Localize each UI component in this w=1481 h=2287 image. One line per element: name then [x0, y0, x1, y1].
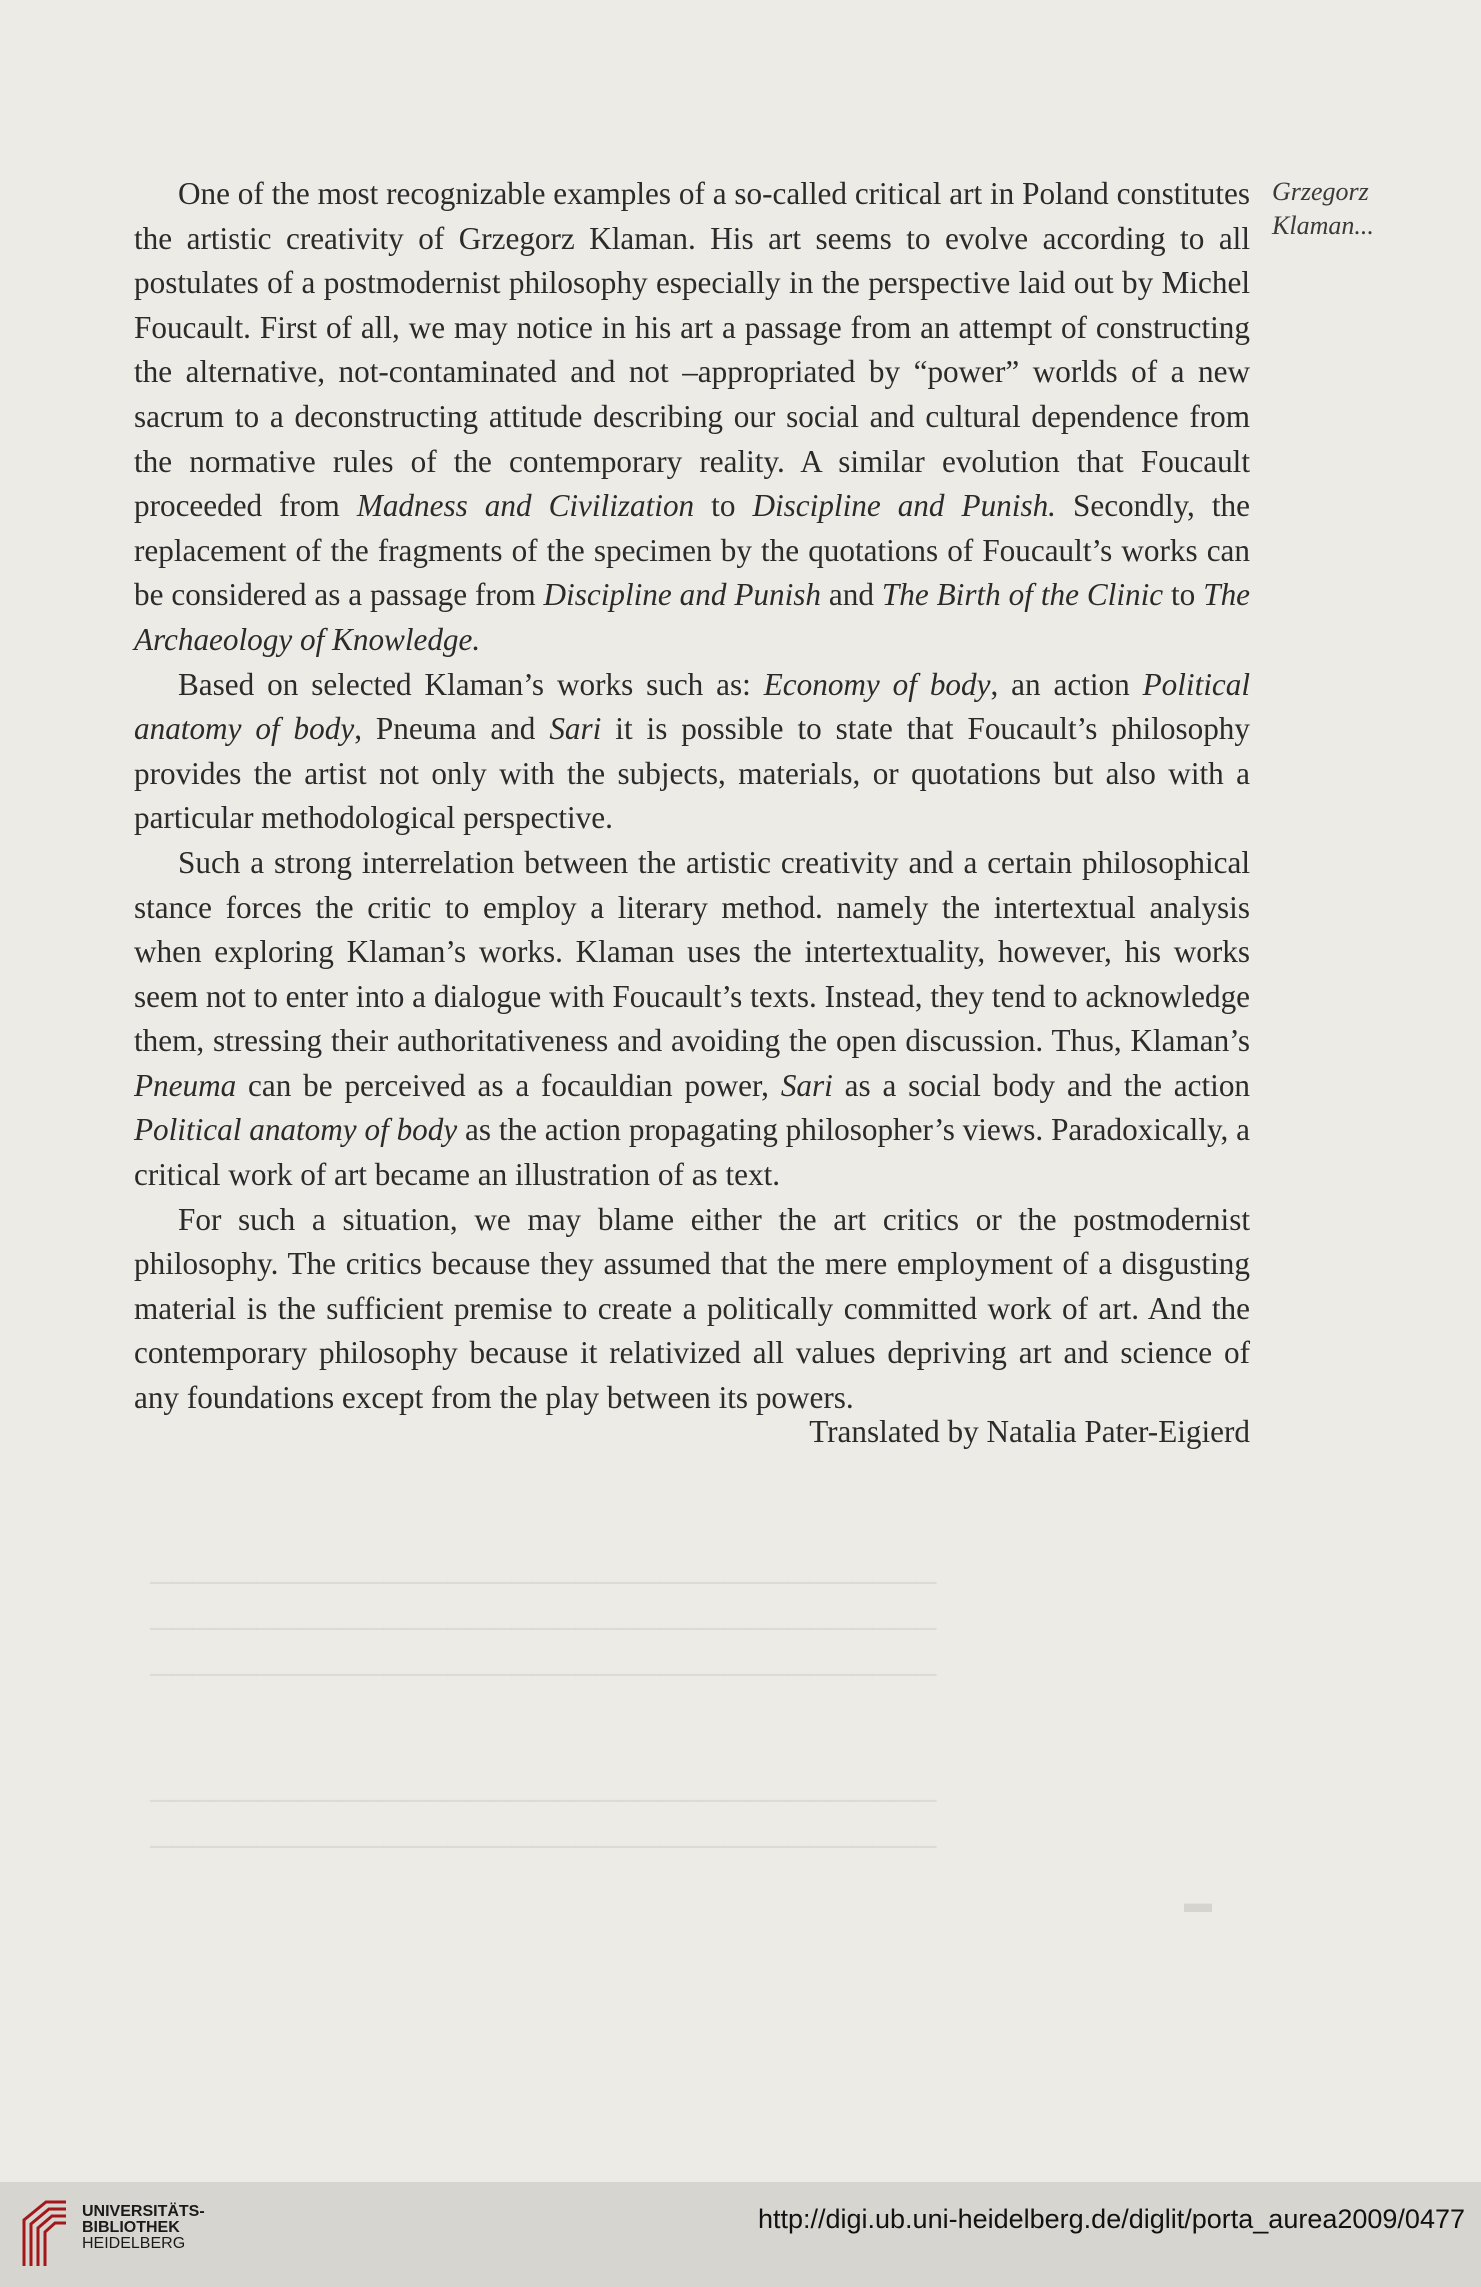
library-name — [82, 2204, 205, 2252]
paragraph-4: For such a situation, we may blame either the art critics or the postmodernist philosophy. The critics because they assumed that the mere employment of a disgusting material is the sufficient premise to create a politically committed work of art. And the contemporary philosophy because it relativized all values depriving art and science of any foundations except from the play between its powers. — [134, 1201, 1250, 1416]
paragraph-3: Such a strong interrelation between the artistic creativity and a certain philosophical stance forces the critic to employ a literary method. namely the intertextual analysis when exploring Klaman’s works. Klaman uses the intertextuality, however, his works seem not to enter into a dialogue with Foucault’s texts. Instead, they tend to acknowledge them, stressing their authoritativeness and avoiding the open discussion. Thus, Klaman’s Pneuma can be perceived as a focauldian power, Sari as a social body and the action Political anatomy of body as the action propagating philosopher’s views. Paradoxically, a critical work of art became an illustration of as text. — [134, 844, 1251, 1193]
show-through-line: ───────────────────────────────────── — [150, 1830, 937, 1863]
body-text — [134, 172, 1250, 1421]
paragraph-1: One of the most recognizable examples of a so-called critical art in Poland constitutes the artistic creativity of Grzegorz Klaman. His art seems to evolve according to all postulates of a postmodernist philosophy especially in the perspective laid out by Michel Foucault. First of all, we may notice in his art a passage from an attempt of constructing the alternative, not-contaminated and not –appropriated by “power” worlds of a new sacrum to a deconstructing attitude describing our social and cultural dependence from the normative rules of the contemporary reality. A similar evolution that Foucault proceeded from Madness and Civilization to Discipline and Punish. Secondly, the replacement of the fragments of the specimen by the quotations of Foucault’s works can be considered as a passage from Discipline and Punish and The Birth of the Clinic to The Archaeology of Knowledge. — [134, 176, 1250, 657]
library-name-line-2: BIBLIOTHEK — [82, 2219, 180, 2236]
show-through-folio: ▬ — [1184, 1888, 1212, 1919]
show-through-line: ───────────────────────────────────── — [150, 1566, 937, 1599]
library-name-line-1: UNIVERSITÄTS- — [82, 2203, 205, 2220]
show-through-line: ───────────────────────────────────── — [150, 1612, 937, 1645]
margin-note — [1272, 175, 1472, 243]
source-url-link[interactable]: http://digi.ub.uni-heidelberg.de/diglit/porta_aurea2009/0477 — [757, 2204, 1465, 2234]
library-name-line-3: HEIDELBERG — [82, 2235, 186, 2252]
margin-note-line-1: Grzegorz — [1272, 177, 1369, 206]
show-through-line: ───────────────────────────────────── — [150, 1658, 937, 1691]
margin-note-line-2: Klaman... — [1272, 211, 1374, 240]
translator-credit: Translated by Natalia Pater-Eigierd — [809, 1414, 1250, 1449]
library-logo-icon — [18, 2196, 74, 2272]
digitization-footer — [0, 2182, 1481, 2287]
show-through-line: ───────────────────────────────────── — [150, 1784, 937, 1817]
paragraph-2: Based on selected Klaman’s works such as: Economy of body, an action Political anatomy of body, Pneuma and Sari it is possible to state that Foucault’s philosophy provides the artist not only with the subjects, materials, or quotations but also with a particular methodological perspective. — [134, 666, 1251, 836]
